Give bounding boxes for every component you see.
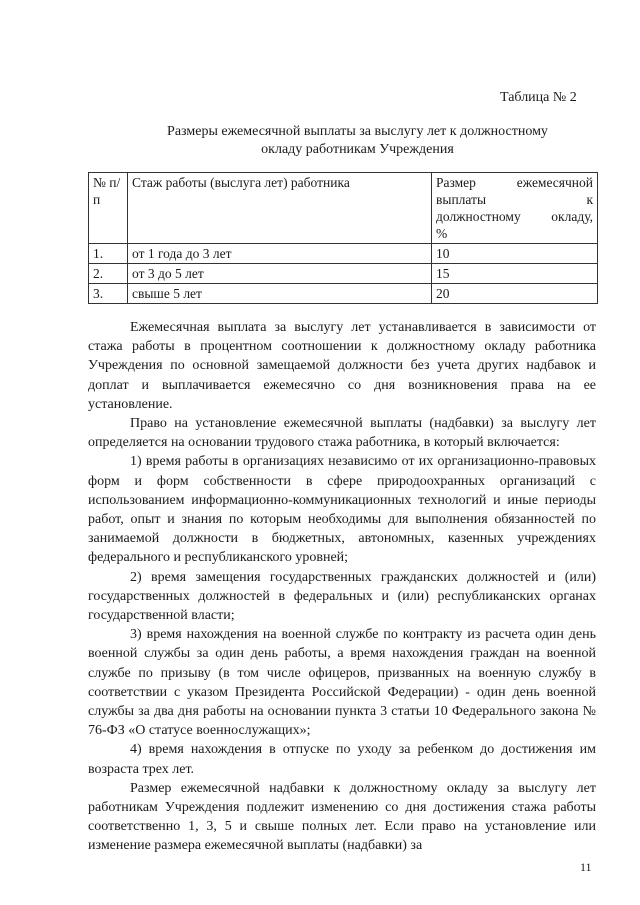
header-stage: Стаж работы (выслуга лет) работника bbox=[128, 173, 432, 244]
row-value: 15 bbox=[432, 264, 598, 284]
paragraph: 1) время работы в организациях независимо от их организационно-правовых форм и форм собственности в сфере природоохранных организаций с использованием информационно-коммуникационных технологий и иные периоды работ, опыт и знания по которым необходимы для выполнения обязанностей по занимаемой должности в бюджетных, автономных, казенных учреждениях федерального и республиканского уровней; bbox=[88, 454, 596, 566]
heading-line-2: окладу работникам Учреждения bbox=[261, 142, 454, 157]
table-row bbox=[89, 284, 598, 304]
table-header-row bbox=[89, 173, 598, 244]
row-value: 10 bbox=[432, 244, 598, 264]
paragraph: Размер ежемесячной надбавки к должностному окладу за выслугу лет работникам Учреждения подлежит изменению со дня достижения стажа работы соответственно 1, 3, 5 и свыше полных лет. Если право на установление или изменение размера ежемесячной выплаты (надбавки) за bbox=[88, 780, 596, 854]
header-size-line: Размер ежемесячной bbox=[436, 175, 593, 190]
header-size-line: выплаты к bbox=[436, 192, 593, 207]
allowance-table bbox=[88, 172, 598, 304]
table-row bbox=[89, 264, 598, 284]
table-label: Таблица № 2 bbox=[500, 90, 577, 105]
row-value: 20 bbox=[432, 284, 598, 304]
header-size-line: % bbox=[436, 226, 448, 241]
paragraph: 4) время нахождения в отпуске по уходу за ребенком до достижения им возраста трех лет. bbox=[88, 742, 596, 777]
row-label: свыше 5 лет bbox=[128, 284, 432, 304]
row-num: 2. bbox=[89, 264, 128, 284]
table-heading bbox=[130, 123, 585, 159]
row-num: 3. bbox=[89, 284, 128, 304]
header-num: № п/п bbox=[89, 173, 128, 244]
page-number: 11 bbox=[580, 860, 592, 874]
row-num: 1. bbox=[89, 244, 128, 264]
row-label: от 1 года до 3 лет bbox=[128, 244, 432, 264]
paragraph: Ежемесячная выплата за выслугу лет устанавливается в зависимости от стажа работы в процентном соотношении к должностному окладу работника Учреждения по основной замещаемой должности без учета других надбавок и доплат и выплачивается ежемесячно со дня возникновения права на ее установление. bbox=[88, 320, 596, 412]
paragraph: 3) время нахождения на военной службе по контракту из расчета один день военной службы за один день работы, а время нахождения граждан на военной службе по призыву (в том числе офицеров, призванных на военную службу в соответствии с указом Президента Российской Федерации) - один день военной службы за два дня работы на основании пункта 3 статьи 10 Федерального закона № 76-ФЗ «О статусе военнослужащих»; bbox=[88, 627, 596, 739]
heading-line-1: Размеры ежемесячной выплаты за выслугу лет к должностному bbox=[167, 124, 548, 139]
paragraph: 2) время замещения государственных гражданских должностей и (или) государственных должностей в федеральных и (или) республиканских органах государственной власти; bbox=[88, 569, 596, 624]
header-size-line: должностному окладу, bbox=[436, 209, 593, 224]
header-size bbox=[432, 173, 598, 244]
body-text bbox=[88, 318, 596, 856]
row-label: от 3 до 5 лет bbox=[128, 264, 432, 284]
table-row bbox=[89, 244, 598, 264]
paragraph: Право на установление ежемесячной выплаты (надбавки) за выслугу лет определяется на основании трудового стажа работника, в который включается: bbox=[88, 416, 596, 451]
